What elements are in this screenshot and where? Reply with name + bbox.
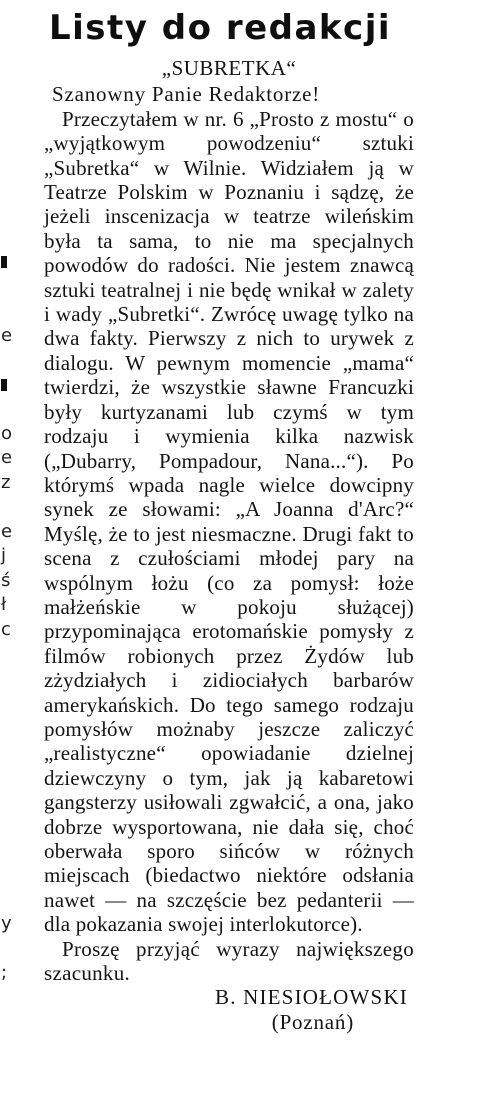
margin-fragment: z [1,471,11,493]
margin-fragment: e [1,520,12,542]
margin-fragment: c [1,618,11,640]
letter-body: Przeczytałem w nr. 6 „Prosto z mostu“ o „wyjątkowym powodzeniu“ sztuki „Subretka“ w Wilnie. Widziałem ją w Teatrze Polskim w Poznaniu i sądzę, że jeżeli inscenizacja w teatrze wileńskim była ta sama, to nie ma specjalnych powodów do radości. Nie jestem znawcą sztuki teatralnej i nie będę wnikał w zalety i wady „Subretki“. Zwrócę uwagę tylko na dwa fakty. Pierwszy z nich to urywek z dialogu. W pewnym momencie „mama“ twierdzi, że wszystkie sławne Francuzki były kurtyzanami lub czymś w tym rodzaju i wymienia kilka nazwisk („Dubarry, Pompadour, Nana...“). Po którymś wpada nagle wielce dowcipny synek ze słowami: „A Joanna d'Arc?“ Myślę, że to jest niesmaczne. Drugi fakt to scena z czułościami młodej pary na wspólnym łożu (co za pomysł: łoże małżeńskie w pokoju służącej) przypominająca erotomańskie pomysły z filmów robionych przez Żydów lub zżydziałych i zidiociałych barbarów amerykańskich. Do tego samego rodzaju pomysłów możnaby jeszcze zaliczyć „realistyczne“ opowiadanie dzielnej dziewczyny o tym, jak ją kabaretowi gangsterzy usiłowali zgwałcić, a ona, jako dobrze wysportowana, nie dała się, choć oberwała sporo sińców w różnych miejscach (biedactwo niektóre odsłania nawet — na szczęście bez pedanterii — dla pokazania swojej interlokutorce). [44,106,414,937]
margin-fragment: j [1,545,7,566]
margin-fragment: y [1,912,12,934]
margin-square [0,250,12,275]
salutation: Szanowny Panie Redaktorze! [52,82,321,107]
letter-closing: Proszę przyjąć wyrazy największego szacunku. [44,936,414,986]
margin-fragment: ł [1,594,7,615]
author-signature: B. NIESIOŁOWSKI [215,985,408,1010]
margin-fragment: e [1,324,12,346]
margin-fragment: ; [1,961,8,983]
margin-fragment: ś [1,569,11,591]
letter-article [44,56,414,1034]
article-title: „SUBRETKA“ [161,56,297,80]
margin-fragment: e [1,447,12,468]
margin-square [0,373,12,398]
left-margin-fragments [0,250,12,1080]
margin-fragment: o [1,422,12,444]
section-headline: Listy do redakcji [48,8,392,48]
author-location: (Poznań) [271,1009,354,1034]
